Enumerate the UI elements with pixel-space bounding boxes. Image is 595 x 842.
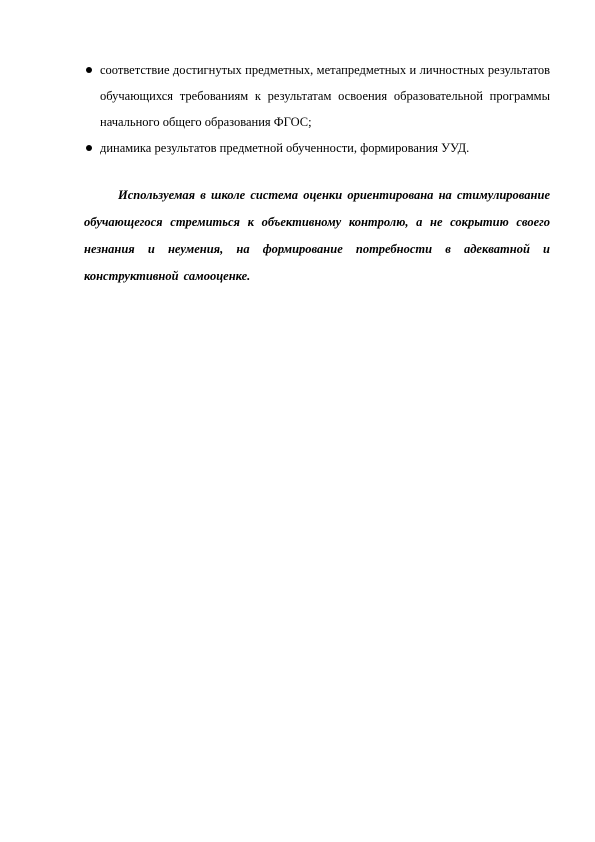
list-item xyxy=(84,135,550,161)
list-item xyxy=(84,57,550,135)
criteria-list xyxy=(84,57,550,161)
list-item-text: динамика результатов предметной обученности, формирования УУД. xyxy=(100,141,470,155)
list-item-text: соответствие достигнутых предметных, метапредметных и личностных результатов обучающихся требованиям к результатам освоения образовательной программы начального общего образования ФГОС; xyxy=(100,63,550,129)
assessment-paragraph: Используемая в школе система оценки ориентирована на стимулирование обучающегося стремиться к объективному контролю, а не сокрытию своего незнания и неумения, на формирование потребности в адекватной и конструктивной самооценке. xyxy=(84,188,550,283)
bullet-icon xyxy=(86,145,92,151)
bullet-icon xyxy=(86,67,92,73)
